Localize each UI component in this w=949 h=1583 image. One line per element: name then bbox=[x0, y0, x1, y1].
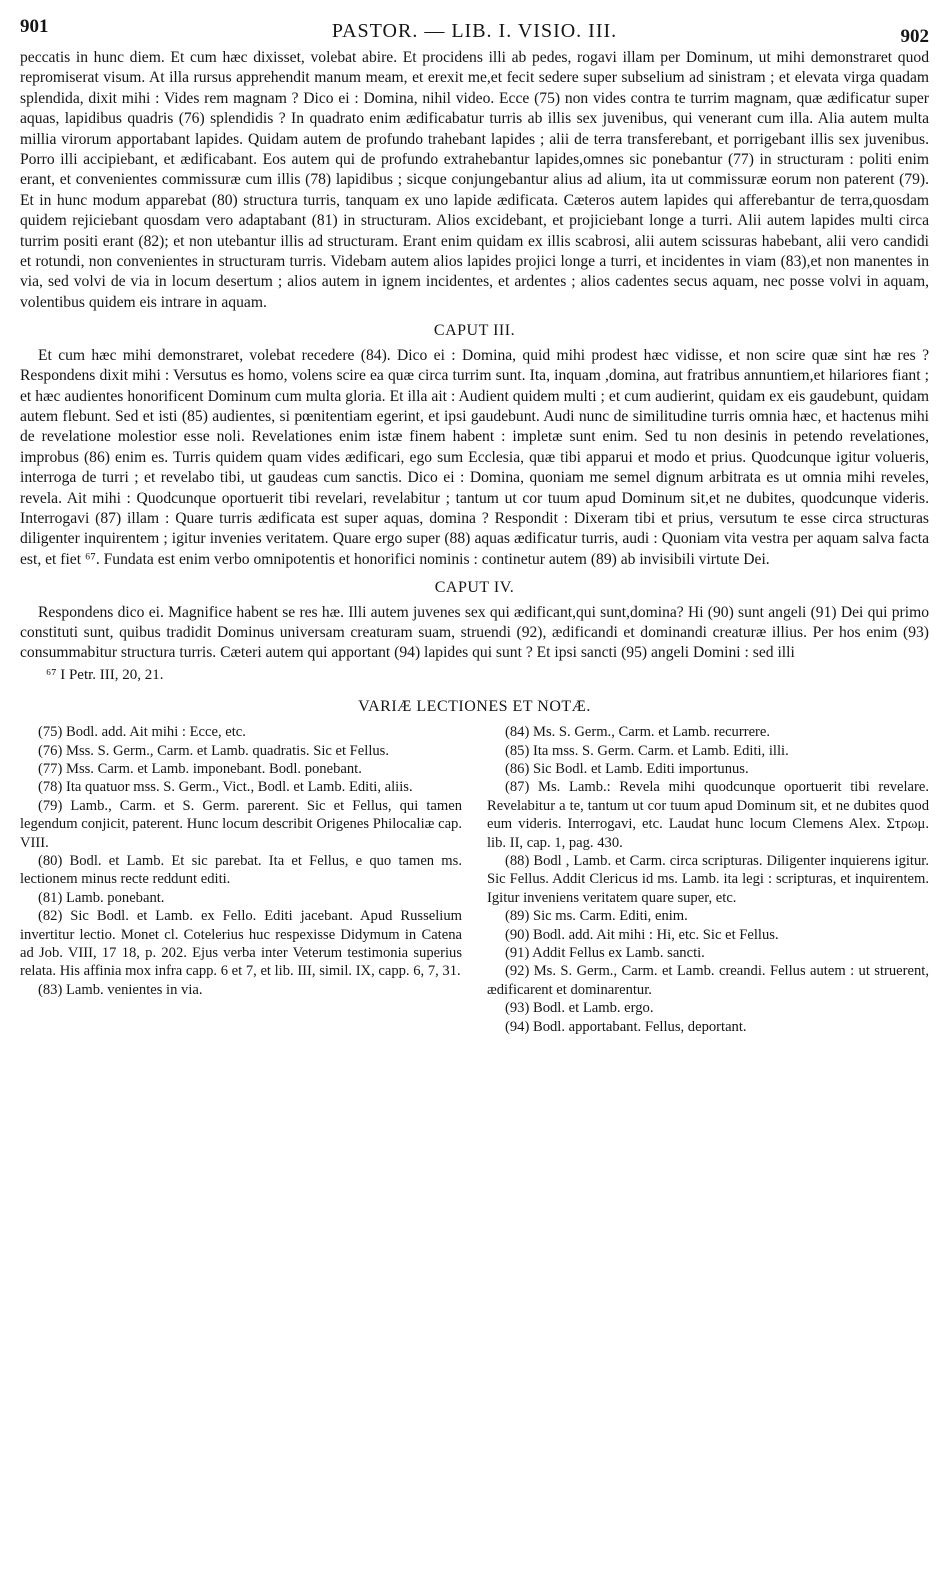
note-item: (83) Lamb. venientes in via. bbox=[38, 981, 203, 998]
note-item: (78) Ita quatuor mss. S. Germ., Vict., Bodl. et Lamb. Editi, aliis. bbox=[38, 779, 413, 796]
notes-heading: VARIÆ LECTIONES ET NOTÆ. bbox=[358, 697, 591, 715]
note-item: (91) Addit Fellus ex Lamb. sancti. bbox=[505, 945, 705, 962]
note-item: (87) Ms. Lamb.: Revela mihi quodcunque oportuerit tibi revelare. Revelabitur a te, tantum ut cor tuum apud Dominum sit, et ne dubites quod eum videris. Interrogavi, etc. Laudat hunc locum Clemens Alex. Στρωμ. lib. II, cap. 1, pag. 430. bbox=[487, 779, 929, 851]
note-item: (90) Bodl. add. Ait mihi : Hi, etc. Sic et Fellus. bbox=[505, 926, 779, 943]
note-item: (88) Bodl , Lamb. et Carm. circa scripturas. Diligenter inquierens igitur. Sic Fellus. Addit Clericus id ms. Lamb. ita legi : scripturas, et inquirentem. Igitur inveniens veritatem quare super, etc. bbox=[487, 853, 929, 906]
note-item: (89) Sic ms. Carm. Editi, enim. bbox=[505, 908, 688, 925]
paragraph-caput-3: Et cum hæc mihi demonstraret, volebat recedere (84). Dico ei : Domina, quid mihi prodest hæc vidisse, et non scire quæ sint hæ res ? Respondens dixit mihi : Versutus es homo, volens scire ea quæ circa turrim sunt. Ita, inquam ,domina, aut fratribus annuntiem,et hilariores fiant ; et hæc audientes honorificent Dominum cum multa gloria. Et illa ait : Audient quidem multi ; et cum audierint, quidam ex eis gaudebunt, quidam autem flebunt. Sed et isti (85) audientes, si pœnitentiam egerint, et ipsi gaudebunt. Audi nunc de similitudine turris omnia hæc, et hactenus mihi de revelatione molestior esse noli. Revelationes enim istæ finem habent : impletæ sunt enim. Sed tu non desinis in petendo revelationes, improbus (86) enim es. Turris quidem quam vides ædificari, ego sum Ecclesia, quæ tibi apparui et modo et prius. Quodcunque igitur volueris, interroga de turri ; et revelabo tibi, ut gaudeas cum sanctis. Dico ei : Domina, quoniam me semel dignum arbitrata es ut omnia mihi reveles, revela. Ait mihi : Quodcunque oportuerit tibi revelari, revelabitur ; tantum ut cor tuum apud Dominum sit,et ne dubites, quodcunque videris. Interrogavi (87) illam : Quare turris ædificata est super aquas, domina ? Respondit : Dixeram tibi et prius, versutum te esse circa structuras diligenter inquirentem ; igitur invenies veritatem. Quare ergo super (88) aquas ædificatur turris, audi : Quoniam vita vestra per aquam salva facta est, et fiet ⁶⁷. Fundata est enim verbo omnipotentis et honorifici nominis : continetur autem (89) ab invisibili virtute Dei. bbox=[20, 346, 929, 568]
note-item: (84) Ms. S. Germ., Carm. et Lamb. recurrere. bbox=[505, 724, 771, 741]
notes-right-column bbox=[487, 723, 929, 1036]
note-item: (79) Lamb., Carm. et S. Germ. parerent. Sic et Fellus, qui tamen legendum conjicit, paterent. Hunc locum describit Origenes Philocaliæ cap. VIII. bbox=[20, 797, 462, 851]
main-text bbox=[20, 48, 929, 1036]
caput-4-heading: CAPUT IV. bbox=[434, 579, 515, 597]
note-item: (77) Mss. Carm. et Lamb. imponebant. Bodl. ponebant. bbox=[38, 761, 362, 777]
page-number-left: 901 bbox=[20, 16, 49, 37]
note-item: (82) Sic Bodl. et Lamb. ex Fello. Editi jacebant. Apud Russelium invertitur lectio. Monet cl. Cotelerius huc respexisse Didymum in Catena ad Job. VIII, 17 18, p. 202. Ejus verba inter Veterum testimonia superius relata. His affinia mox infra capp. 6 et 7, et lib. III, simil. IX, capp. 6, 7, 31. bbox=[20, 908, 462, 980]
running-title: PASTOR. — LIB. I. VISIO. III. bbox=[331, 20, 618, 42]
paragraph-caput-2-end: peccatis in hunc diem. Et cum hæc dixisset, volebat abire. Et procidens illi ab pedes, rogavi illam per Dominum, ut mihi demonstraret quod repromiserat visum. At illa rursus apprehendit manum meam, et erexit me,et fecit sedere super subselium ad sinistram ; et elevata virga quadam splendida, dixit mihi : Vides rem magnam ? Dico ei : Domina, nihil video. Ecce (75) non vides contra te turrim magnam, quæ ædificatur super aquas, lapidibus quadris (76) splendidis ? In quadrato enim ædificabatur turris ab illis sex juvenibus, qui venerant cum illa. Alia autem multa millia virorum apportabant lapides. Quidam autem de profundo trahebant lapides ; alii de terra transferebant, et porrigebant illis sex juvenibus. Porro illi accipiebant, et ædificabant. Eos autem qui de profundo extrahebantur lapides,omnes sic ponebantur (77) in structuram : politi enim erant, et convenientes commissuræ cum illis (78) lapidibus ; sicque conjungebantur alius ad alium, ita ut commissuræ eorum non paterent (79). Et in hunc modum apparebat (80) structura turris, tanquam ex uno lapide ædificata. Cæteros autem lapides qui afferebantur de terra,quosdam quidem rejiciebant quosdam vero adaptabant (81) in structuram. Alios excidebant, et projiciebant longe a turri. Alii autem lapides multi circa turrim positi erant (82); et non utebantur illis ad structuram. Erant enim quidam ex illis scabrosi, alii autem scissuras habebant, alii vero candidi et rotundi, non convenientes in structuram turris. Videbam autem alios lapides projici longe a turri, et incidentes in viam (83),et non manentes in via, sed volvi de via in locum desertum ; alios autem in ignem incidentes, et ardentes ; alios cadentes secus aquam, nec posse volvi in aquam, volentibus quidem eis intrare in aquam. bbox=[20, 49, 929, 311]
note-item: (75) Bodl. add. Ait mihi : Ecce, etc. bbox=[38, 724, 246, 741]
note-item: (85) Ita mss. S. Germ. Carm. et Lamb. Editi, illi. bbox=[505, 742, 789, 759]
notes-left-column bbox=[20, 723, 462, 1036]
paragraph-caput-4: Respondens dico ei. Magnifice habent se res hæ. Illi autem juvenes sex qui ædificant,qui sunt,domina? Hi (90) sunt angeli (91) Dei qui primo constituti sunt, quibus tradidit Dominus universam creaturam suam, struendi (92), ædificandi et dominandi creaturæ illius. Per hos enim (93) consummabitur structura turris. Cæteri autem qui apportant (94) lapides qui sunt ? Et ipsi sancti (95) angeli Domini : sed illi bbox=[20, 603, 929, 662]
note-item: (94) Bodl. apportabant. Fellus, deportant. bbox=[505, 1018, 747, 1035]
note-item: (81) Lamb. ponebant. bbox=[38, 889, 165, 906]
notes-columns bbox=[20, 723, 929, 1036]
document-page bbox=[20, 0, 929, 1583]
page-header bbox=[20, 10, 929, 47]
scripture-footnote: ⁶⁷ I Petr. III, 20, 21. bbox=[46, 666, 164, 683]
note-item: (86) Sic Bodl. et Lamb. Editi importunus. bbox=[505, 761, 749, 777]
note-item: (76) Mss. S. Germ., Carm. et Lamb. quadratis. Sic et Fellus. bbox=[38, 742, 390, 759]
page-number-right: 902 bbox=[900, 26, 929, 47]
note-item: (92) Ms. S. Germ., Carm. et Lamb. creandi. Fellus autem : ut struerent, ædificarent et dominarentur. bbox=[487, 963, 929, 998]
note-item: (80) Bodl. et Lamb. Et sic parebat. Ita et Fellus, e quo tamen ms. lectionem minus recte reddunt editi. bbox=[20, 853, 462, 888]
note-item: (93) Bodl. et Lamb. ergo. bbox=[505, 1000, 654, 1017]
caput-3-heading: CAPUT III. bbox=[433, 322, 516, 340]
